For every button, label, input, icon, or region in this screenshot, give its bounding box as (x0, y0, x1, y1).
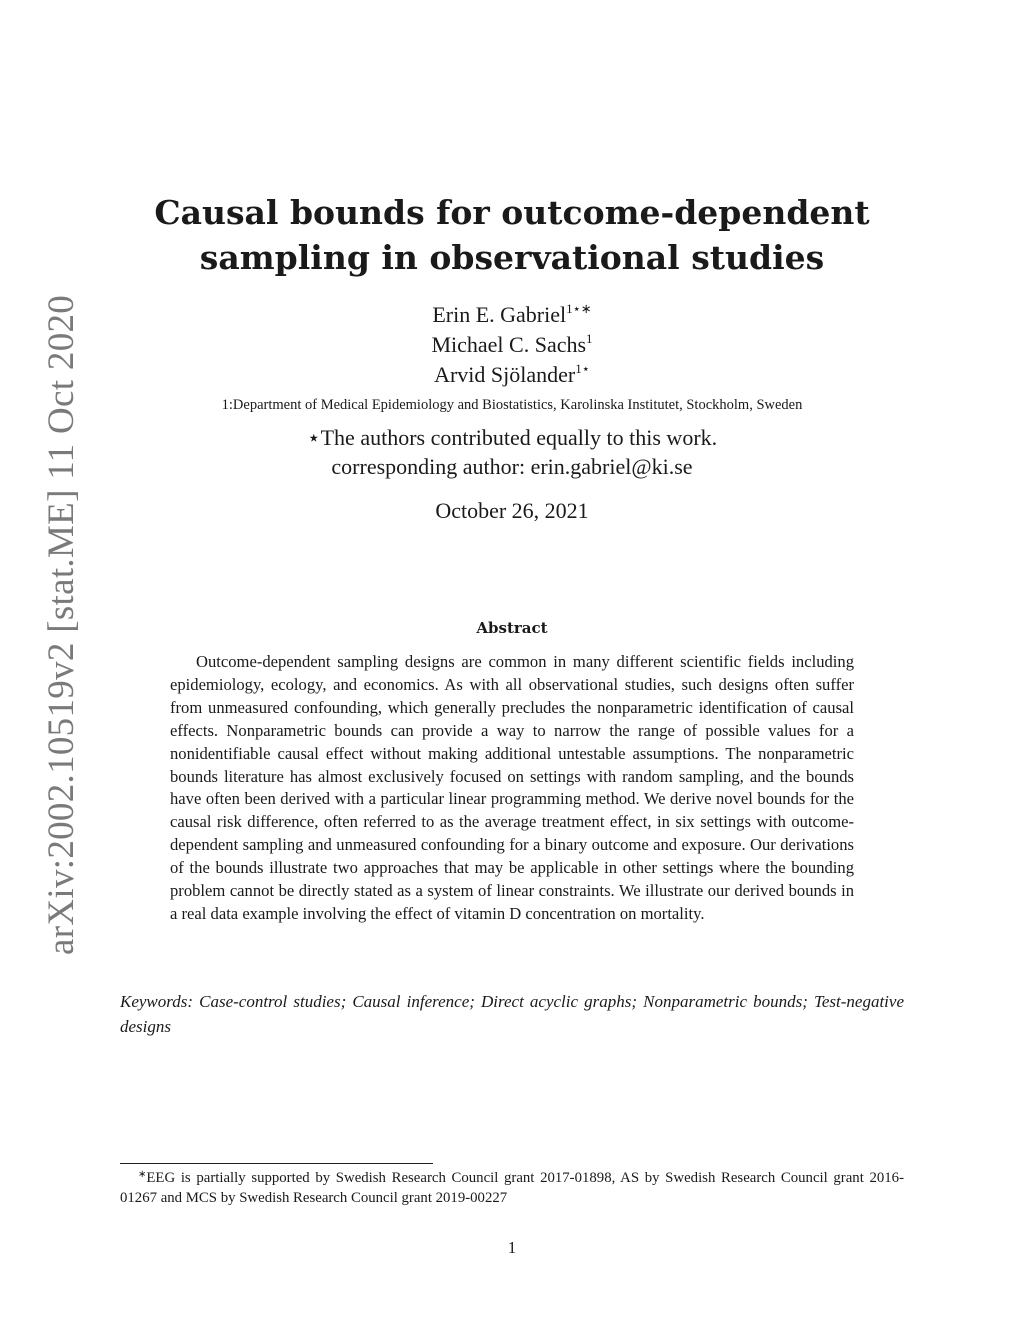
author-list (120, 300, 904, 390)
paper-title (120, 190, 904, 280)
abstract-heading: Abstract (476, 619, 548, 637)
footnote-divider (120, 1163, 433, 1164)
author-name: Erin E. Gabriel (432, 302, 567, 327)
title-line-1: Causal bounds for outcome-dependent (154, 193, 870, 232)
author-marks: 1 (586, 331, 593, 346)
author-marks: 1⋆ (575, 361, 590, 376)
funding-footnote (120, 1168, 904, 1208)
paper-date: October 26, 2021 (435, 498, 589, 523)
arxiv-identifier-stamp: arXiv:2002.10519v2 [stat.ME] 11 Oct 2020 (41, 294, 82, 955)
title-line-2: sampling in observational studies (199, 238, 825, 277)
footnote-mark: ∗ (138, 1169, 147, 1180)
corresponding-author: corresponding author: erin.gabriel@ki.se (331, 454, 693, 479)
keywords: Keywords: Case-control studies; Causal inference; Direct acyclic graphs; Nonparametric bounds; Test-negative designs (120, 992, 904, 1036)
author-1 (120, 300, 904, 330)
author-marks: 1⋆∗ (566, 301, 592, 316)
page-number: 1 (507, 1238, 517, 1257)
equal-contribution-note: ⋆The authors contributed equally to this work. (306, 425, 718, 450)
author-2 (120, 330, 904, 360)
author-3 (120, 360, 904, 390)
affiliation: 1:Department of Medical Epidemiology and Biostatistics, Karolinska Institutet, Stockholm, Sweden (221, 397, 803, 413)
author-name: Arvid Sjölander (434, 362, 576, 387)
author-name: Michael C. Sachs (431, 332, 587, 357)
abstract-text: Outcome-dependent sampling designs are common in many different scientific fields including epidemiology, ecology, and economics. As with all observational studies, such designs often suffer from unmeasured confounding, which generally precludes the nonparametric identification of causal effects. Nonparametric bounds can provide a way to narrow the range of possible values for a nonidentifiable causal effect without making additional untestable assumptions. The nonparametric bounds literature has almost exclusively focused on settings with random sampling, and the bounds have often been derived with a particular linear programming method. We derive novel bounds for the causal risk difference, often referred to as the average treatment effect, in six settings with outcome-dependent sampling and unmeasured confounding for a binary outcome and exposure. Our derivations of the bounds illustrate two approaches that may be applicable in other settings where the bounding problem cannot be directly stated as a system of linear constraints. We illustrate our derived bounds in a real data example involving the effect of vitamin D concentration on mortality. (170, 652, 854, 923)
author-notes (120, 423, 904, 481)
footnote-text: EEG is partially supported by Swedish Research Council grant 2017-01898, AS by Swedish Research Council grant 2016-01267 and MCS by Swedish Research Council grant 2019-00227 (120, 1170, 904, 1206)
